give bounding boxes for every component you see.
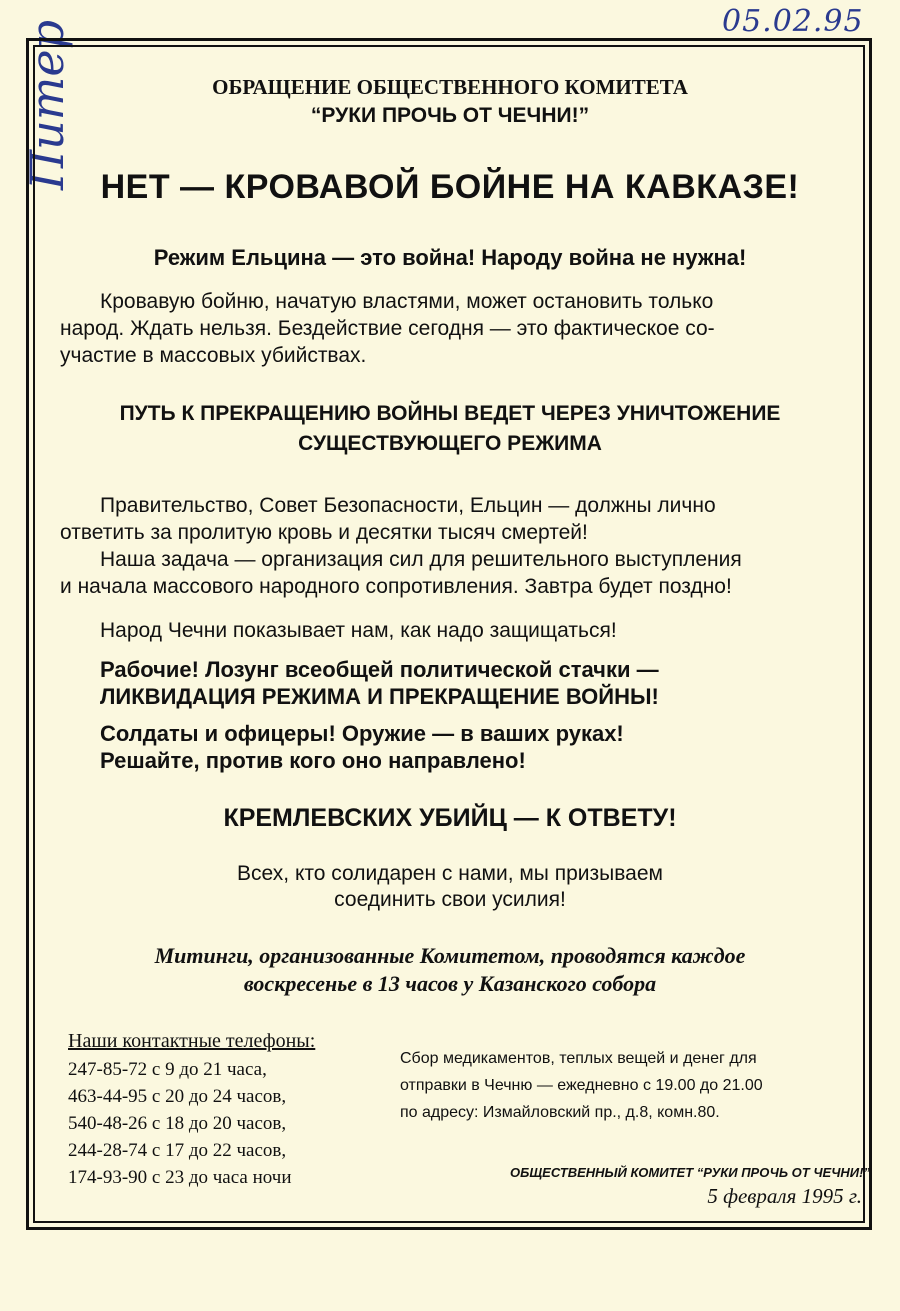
collection-line2: отправки в Чечню — ежедневно с 19.00 до 21.00 bbox=[400, 1077, 763, 1094]
collection-line3: по адресу: Измайловский пр., д.8, комн.80. bbox=[400, 1104, 720, 1121]
contacts-title: Наши контактные телефоны: bbox=[68, 1030, 316, 1052]
handwritten-date: 05.02.95 bbox=[722, 4, 864, 39]
heading2-line1: ПУТЬ К ПРЕКРАЩЕНИЮ ВОЙНЫ ВЕДЕТ ЧЕРЕЗ УНИЧТОЖЕНИЕ bbox=[119, 402, 781, 425]
meeting-line2: воскресенье в 13 часов у Казанского собора bbox=[243, 971, 657, 996]
para2-line2: ответить за пролитую кровь и десятки тысяч смертей! bbox=[60, 521, 588, 544]
phone-item: 174-93-90 с 23 до часа ночи bbox=[68, 1167, 292, 1188]
para1-line1: Кровавую бойню, начатую властями, может остановить только bbox=[100, 290, 714, 313]
solidarity-line2: соединить свои усилия! bbox=[334, 888, 566, 911]
heading2-line2: СУЩЕСТВУЮЩЕГО РЕЖИМА bbox=[298, 432, 602, 455]
para1-line2: народ. Ждать нельзя. Бездействие сегодня — это фактическое со- bbox=[60, 317, 715, 340]
collection-line1: Сбор медикаментов, теплых вещей и денег для bbox=[400, 1050, 757, 1067]
phone-item: 463-44-95 с 20 до 24 часов, bbox=[68, 1086, 287, 1107]
solidarity-line1: Всех, кто солидарен с нами, мы призываем bbox=[237, 862, 663, 885]
header-line-2: “РУКИ ПРОЧЬ ОТ ЧЕЧНИ!” bbox=[310, 104, 590, 127]
workers-line2: ЛИКВИДАЦИЯ РЕЖИМА И ПРЕКРАЩЕНИЕ ВОЙНЫ! bbox=[100, 684, 659, 709]
para2-line3: Наша задача — организация сил для решительного выступления bbox=[100, 548, 742, 571]
document-date: 5 февраля 1995 г. bbox=[707, 1184, 862, 1208]
para2-line1: Правительство, Совет Безопасности, Ельцин — должны лично bbox=[100, 494, 716, 517]
meeting-line1: Митинги, организованные Комитетом, проводятся каждое bbox=[154, 943, 746, 968]
phone-item: 247-85-72 с 9 до 21 часа, bbox=[68, 1059, 267, 1080]
soldiers-line2: Решайте, против кого оно направлено! bbox=[100, 748, 526, 773]
collection-note bbox=[400, 1045, 763, 1126]
main-title: НЕТ — КРОВАВОЙ БОЙНЕ НА КАВКАЗЕ! bbox=[100, 168, 800, 206]
handwritten-city-note: Питер bbox=[20, 19, 74, 190]
phone-item: 540-48-26 с 18 до 20 часов, bbox=[68, 1113, 287, 1134]
para2-line4: и начала массового народного сопротивления. Завтра будет поздно! bbox=[60, 575, 732, 598]
para3: Народ Чечни показывает нам, как надо защищаться! bbox=[100, 619, 617, 642]
header-line-1: ОБРАЩЕНИЕ ОБЩЕСТВЕННОГО КОМИТЕТА bbox=[212, 75, 688, 99]
subtitle: Режим Ельцина — это война! Народу война не нужна! bbox=[153, 245, 747, 270]
phone-item: 244-28-74 с 17 до 22 часов, bbox=[68, 1140, 287, 1161]
para1-line3: участие в массовых убийствах. bbox=[60, 344, 367, 367]
soldiers-line1: Солдаты и офицеры! Оружие — в ваших руках! bbox=[100, 721, 624, 746]
signature: ОБЩЕСТВЕННЫЙ КОМИТЕТ “РУКИ ПРОЧЬ ОТ ЧЕЧНИ!” bbox=[510, 1165, 870, 1180]
workers-line1: Рабочие! Лозунг всеобщей политической стачки — bbox=[100, 657, 659, 682]
phone-list bbox=[68, 1056, 292, 1191]
kremlin-slogan: КРЕМЛЕВСКИХ УБИЙЦ — К ОТВЕТУ! bbox=[223, 804, 677, 832]
